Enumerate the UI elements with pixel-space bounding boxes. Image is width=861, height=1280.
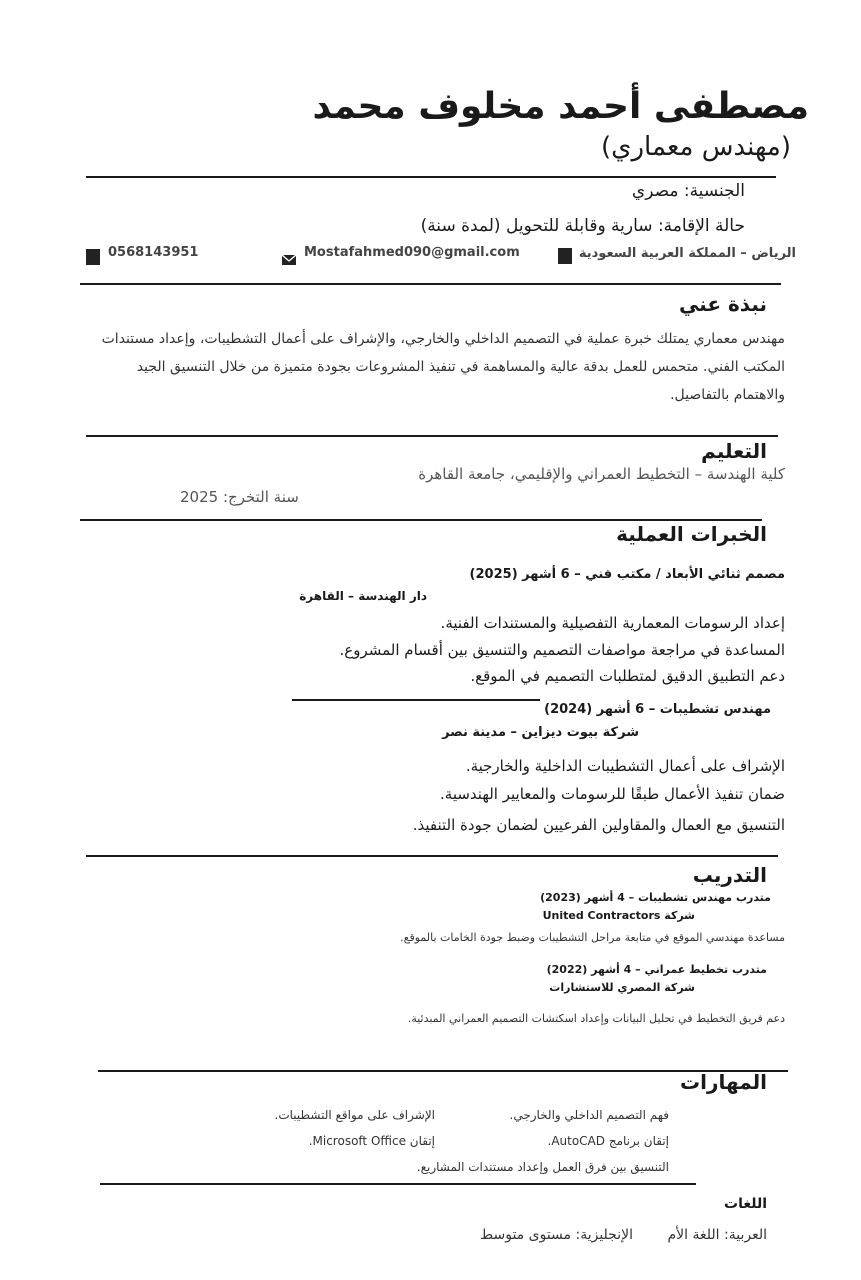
skill-item: فهم التصميم الداخلي والخارجي. (509, 1108, 669, 1122)
about-line: مهندس معماري يمتلك خبرة عملية في التصميم الداخلي والخارجي، والإشراف على أعمال التشطيبات، وإعداد مستندات (101, 331, 785, 347)
job-item: الإشراف على أعمال التشطيبات الداخلية والخارجية. (465, 757, 785, 775)
divider (100, 1183, 696, 1185)
skills-heading: المهارات (680, 1070, 767, 1094)
divider (80, 283, 781, 285)
location-icon (558, 248, 572, 264)
residency-status: حالة الإقامة: سارية وقابلة للتحويل (لمدة سنة) (420, 216, 745, 236)
skill-item: التنسيق بين فرق العمل وإعداد مستندات المشاريع. (416, 1160, 669, 1174)
about-heading: نبذة عني (678, 292, 767, 316)
experience-heading: الخبرات العملية (616, 522, 767, 546)
education-school: كلية الهندسة – التخطيط العمراني والإقليمي، جامعة القاهرة (418, 465, 785, 483)
job-title: (مهندس معماري) (600, 132, 791, 162)
mail-icon (282, 250, 296, 260)
training-desc: دعم فريق التخطيط في تحليل البيانات وإعداد اسكتشات التصميم العمراني المبدئية. (407, 1012, 785, 1025)
job-item: التنسيق مع العمال والمقاولين الفرعيين لضمان جودة التنفيذ. (412, 816, 785, 834)
about-text (45, 325, 785, 409)
job-item: ضمان تنفيذ الأعمال طبقًا للرسومات والمعايير الهندسية. (440, 785, 785, 803)
divider (80, 519, 762, 521)
divider (86, 435, 778, 437)
job-item: المساعدة في مراجعة مواصفات التصميم والتنسيق بين أقسام المشروع. (339, 641, 785, 659)
about-line: المكتب الفني. متحمس للعمل بدقة عالية والمساهمة في تنفيذ المشروعات بجودة متميزة من خلال التنسيق الجيد (136, 359, 785, 375)
email-link[interactable]: Mostafahmed090@gmail.com (304, 245, 520, 260)
job-title: مصمم ثنائي الأبعاد / مكتب فني – 6 أشهر (2025) (469, 567, 785, 582)
job-item: دعم التطبيق الدقيق لمتطلبات التصميم في الموقع. (470, 667, 785, 685)
training-title: متدرب تخطيط عمراني – 4 أشهر (2022) (546, 963, 767, 976)
training-company: شركة المصري للاستشارات (549, 981, 695, 994)
skill-item: إتقان برنامج AutoCAD. (547, 1134, 669, 1148)
graduation-year: سنة التخرج: 2025 (180, 488, 299, 506)
location-text: الرياض – المملكة العربية السعودية (578, 246, 796, 261)
divider (86, 855, 778, 857)
divider (86, 176, 776, 178)
skill-item: إتقان Microsoft Office. (308, 1134, 435, 1148)
nationality: الجنسية: مصري (631, 181, 745, 201)
training-desc: مساعدة مهندسي الموقع في متابعة مراحل التشطيبات وضبط جودة الخامات بالموقع. (400, 931, 785, 944)
language-arabic: العربية: اللغة الأم (667, 1227, 767, 1243)
job-company: شركة بيوت ديزاين – مدينة نصر (442, 725, 639, 740)
education-heading: التعليم (701, 439, 767, 463)
training-heading: التدريب (692, 863, 767, 887)
training-title: متدرب مهندس تشطيبات – 4 أشهر (2023) (540, 891, 771, 904)
language-english: الإنجليزية: مستوى متوسط (480, 1227, 633, 1243)
divider (292, 699, 540, 701)
phone-number[interactable]: 0568143951 (108, 245, 199, 260)
training-company: شركة United Contractors (542, 909, 695, 922)
candidate-name: مصطفى أحمد مخلوف محمد (312, 86, 809, 127)
about-line: والاهتمام بالتفاصيل. (670, 387, 785, 403)
job-item: إعداد الرسومات المعمارية التفصيلية والمستندات الفنية. (440, 614, 785, 632)
phone-icon (86, 249, 100, 265)
skill-item: الإشراف على مواقع التشطيبات. (274, 1108, 435, 1122)
job-company: دار الهندسة – القاهرة (299, 589, 427, 603)
job-title: مهندس تشطيبات – 6 أشهر (2024) (544, 702, 771, 717)
languages-heading: اللغات (724, 1196, 767, 1212)
